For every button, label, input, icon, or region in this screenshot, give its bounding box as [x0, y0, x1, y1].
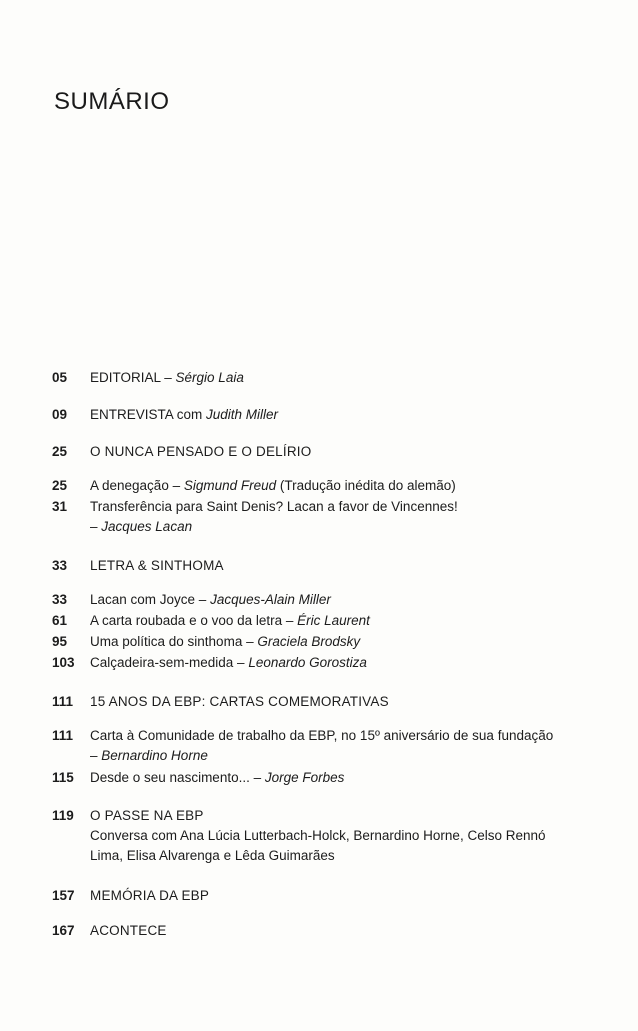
entry-author: Judith Miller	[206, 407, 279, 422]
entry-title: Transferência para Saint Denis? Lacan a favor de Vincennes! – Jacques Lacan	[90, 499, 458, 534]
page-number: 111	[52, 694, 74, 709]
page-number: 33	[52, 592, 68, 607]
page-number: 31	[52, 499, 68, 514]
section-title: ACONTECE	[90, 923, 167, 938]
entry-title: Lacan com Joyce – Jacques-Alain Miller	[90, 592, 331, 607]
page-number: 115	[52, 770, 74, 785]
entry-author: Sérgio Laia	[175, 370, 244, 385]
entry-title: Desde o seu nascimento... – Jorge Forbes	[90, 770, 345, 785]
page-title: SUMÁRIO	[54, 88, 170, 115]
page-number: 61	[52, 613, 68, 628]
entry-author: Jacques Lacan	[101, 519, 193, 534]
page-number: 119	[52, 808, 74, 823]
entry-title: Uma política do sinthoma – Graciela Brodsky	[90, 634, 361, 649]
entry-title: A denegação – Sigmund Freud (Tradução inédita do alemão)	[90, 478, 456, 493]
page-number: 103	[52, 655, 75, 670]
entry-title: EDITORIAL – Sérgio Laia	[90, 370, 244, 385]
entry-author: Leonardo Gorostiza	[248, 655, 367, 670]
entry-author: Sigmund Freud	[183, 478, 277, 493]
page-number: 157	[52, 888, 75, 903]
page-number: 167	[52, 923, 75, 938]
page-number: 25	[52, 444, 68, 459]
entry-title: ENTREVISTA com Judith Miller	[90, 407, 279, 422]
section-title: 15 ANOS DA EBP: CARTAS COMEMORATIVAS	[90, 694, 389, 709]
section-title: O NUNCA PENSADO E O DELÍRIO	[90, 444, 312, 459]
page-number: 09	[52, 407, 68, 422]
entry-author: Jorge Forbes	[264, 770, 345, 785]
page-number: 95	[52, 634, 68, 649]
page-number: 111	[52, 728, 74, 743]
entry-author: Graciela Brodsky	[257, 634, 361, 649]
entry-author: Jacques-Alain Miller	[210, 592, 331, 607]
entry-title: Carta à Comunidade de trabalho da EBP, no 15º aniversário de sua fundação – Bernardino Horne	[90, 728, 554, 763]
entry-title: A carta roubada e o voo da letra – Éric Laurent	[90, 613, 370, 628]
section-title: LETRA & SINTHOMA	[90, 558, 224, 573]
entry-author: Éric Laurent	[297, 613, 370, 628]
page-number: 25	[52, 478, 68, 493]
entry-title: Calçadeira-sem-medida – Leonardo Gorostiza	[90, 655, 367, 670]
page-number: 05	[52, 370, 68, 385]
section-title: MEMÓRIA DA EBP	[90, 888, 210, 903]
entry-author: Bernardino Horne	[101, 748, 208, 763]
page-number: 33	[52, 558, 68, 573]
section-title: O PASSE NA EBP Conversa com Ana Lúcia Lutterbach-Holck, Bernardino Horne, Celso Rennó Lima, Elisa Alvarenga e Lêda Guimarães	[90, 808, 546, 863]
